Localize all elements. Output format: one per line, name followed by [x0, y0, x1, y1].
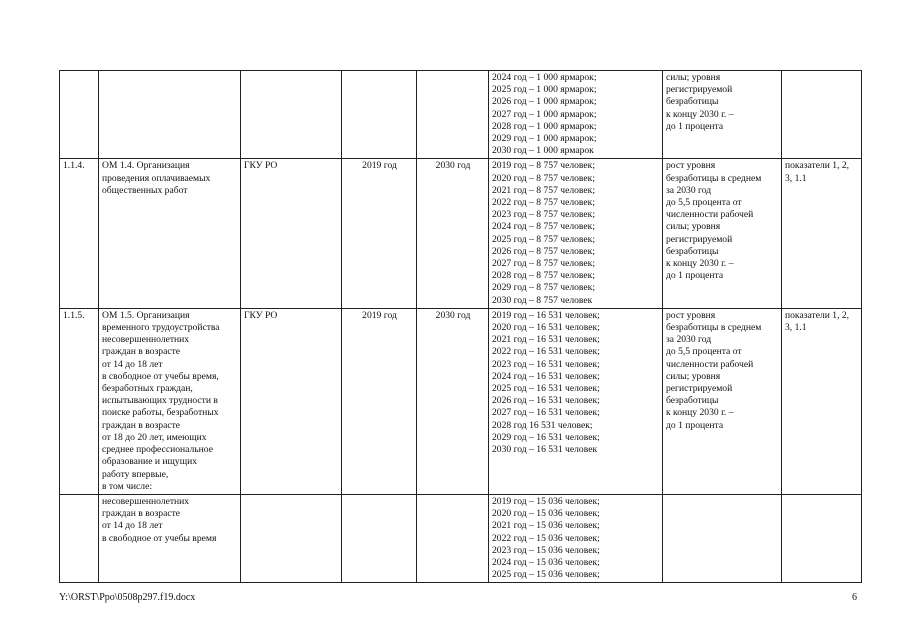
cell-line: силы; уровня [666, 72, 721, 83]
executor-cell [241, 159, 342, 308]
cell-line: 2027 год – 1 000 ярмарок; [492, 108, 597, 120]
cell-line: поиске работы, безработных [102, 407, 219, 419]
cell-line: за 2030 год [666, 184, 712, 196]
cell-line: 2029 год – 8 757 человек; [492, 282, 595, 294]
cell-line: граждан в возрасте [102, 346, 181, 358]
cell-line: безработицы в среднем [666, 172, 762, 184]
cell-line: от 14 до 18 лет [102, 520, 163, 532]
target-values-cell [489, 494, 663, 582]
cell-line: в том числе: [102, 480, 153, 492]
cell-line: до 1 процента [666, 419, 724, 431]
cell-line: рост уровня [666, 309, 716, 321]
cell-line: за 2030 год [666, 334, 712, 346]
cell-line: безработицы [666, 96, 719, 108]
cell-line: граждан в возрасте [102, 419, 181, 431]
cell-line: до 1 процента [666, 270, 724, 282]
indicators-cell [782, 494, 862, 582]
cell-line: 2027 год – 8 757 человек; [492, 258, 595, 270]
expected-result-cell [663, 308, 782, 494]
cell-text: 2030 год [435, 309, 471, 321]
cell-line: 2030 год – 16 531 человек [492, 444, 598, 456]
target-values-cell [489, 71, 663, 159]
cell-line: работу впервые, [102, 468, 169, 480]
start-year-cell [342, 308, 417, 494]
cell-line: 3, 1.1 [785, 172, 807, 184]
cell-line: среднее профессиональное [102, 444, 213, 456]
cell-line: 2024 год – 8 757 человек; [492, 221, 595, 233]
cell-line: в свободное от учебы время, [102, 370, 219, 382]
cell-line: численности рабочей [666, 358, 754, 370]
table-row [60, 308, 862, 494]
cell-text: 1.1.5. [63, 309, 85, 321]
cell-line: 3, 1.1 [785, 322, 807, 334]
cell-line: регистрируемой [666, 383, 733, 395]
cell-line: к концу 2030 г. – [666, 407, 734, 419]
cell-line: безработицы [666, 245, 719, 257]
indicators-cell [782, 308, 862, 494]
cell-line: 2023 год – 8 757 человек; [492, 209, 595, 221]
cell-line: ОМ 1.4. Организация [102, 160, 190, 172]
cell-line: 2023 год – 15 036 человек; [492, 544, 600, 556]
cell-line: до 5,5 процента от [666, 346, 742, 358]
table-row [60, 71, 862, 159]
cell-line: 2030 год – 8 757 человек [492, 294, 593, 306]
cell-line: показатели 1, 2, [785, 309, 850, 321]
footer-page-number: 6 [852, 592, 857, 603]
target-values-cell [489, 308, 663, 494]
row-number-cell [60, 71, 99, 159]
start-year-cell [342, 494, 417, 582]
cell-line: 2023 год – 16 531 человек; [492, 358, 600, 370]
cell-line: к концу 2030 г. – [666, 258, 734, 270]
row-number-cell [60, 494, 99, 582]
cell-text: 2030 год [435, 160, 471, 172]
cell-line: 2020 год – 8 757 человек; [492, 172, 595, 184]
indicators-cell [782, 159, 862, 308]
table-row [60, 494, 862, 582]
footer-file-path: Y:\ORST\Ppo\0508p297.f19.docx [59, 592, 196, 603]
cell-line: регистрируемой [666, 233, 733, 245]
expected-result-cell [663, 159, 782, 308]
cell-line: 2030 год – 1 000 ярмарок [492, 145, 594, 157]
cell-text: 1.1.4. [63, 160, 85, 172]
cell-line: безработицы [666, 395, 719, 407]
executor-cell [241, 71, 342, 159]
cell-line: от 14 до 18 лет [102, 358, 163, 370]
expected-result-cell [663, 71, 782, 159]
cell-line: показатели 1, 2, [785, 160, 850, 172]
cell-line: испытывающих трудности в [102, 395, 218, 407]
cell-line: в свободное от учебы время [102, 532, 217, 544]
cell-line: ОМ 1.5. Организация [102, 309, 190, 321]
row-number-cell [60, 308, 99, 494]
cell-line: регистрируемой [666, 84, 733, 96]
end-year-cell [417, 494, 489, 582]
cell-line: 2020 год – 16 531 человек; [492, 322, 600, 334]
cell-line: граждан в возрасте [102, 508, 181, 520]
cell-line: 2021 год – 8 757 человек; [492, 184, 595, 196]
cell-line: 2025 год – 16 531 человек; [492, 383, 600, 395]
cell-line: 2022 год – 15 036 человек; [492, 532, 600, 544]
cell-line: силы; уровня [666, 221, 721, 233]
cell-line: 2020 год – 15 036 человек; [492, 508, 600, 520]
cell-line: рост уровня [666, 160, 716, 172]
cell-line: 2022 год – 8 757 человек; [492, 197, 595, 209]
cell-line: 2021 год – 16 531 человек; [492, 334, 600, 346]
cell-line: численности рабочей [666, 209, 754, 221]
cell-line: 2019 год – 8 757 человек; [492, 160, 595, 172]
measure-name-cell [99, 71, 241, 159]
cell-line: силы; уровня [666, 370, 721, 382]
cell-line: 2029 год – 16 531 человек; [492, 431, 600, 443]
cell-line: несовершеннолетних [102, 334, 190, 346]
table-row [60, 159, 862, 308]
cell-line: 2019 год – 16 531 человек; [492, 309, 600, 321]
measures-table [59, 70, 862, 583]
cell-text: ГКУ РО [244, 160, 278, 172]
cell-line: проведения оплачиваемых [102, 172, 211, 184]
cell-line: 2024 год – 16 531 человек; [492, 370, 600, 382]
cell-line: безработицы в среднем [666, 322, 762, 334]
cell-line: 2021 год – 15 036 человек; [492, 520, 600, 532]
cell-line: 2028 год – 8 757 человек; [492, 270, 595, 282]
end-year-cell [417, 71, 489, 159]
executor-cell [241, 308, 342, 494]
cell-text: 2019 год [362, 309, 397, 321]
cell-line: от 18 до 20 лет, имеющих [102, 431, 207, 443]
expected-result-cell [663, 494, 782, 582]
cell-line: 2025 год – 1 000 ярмарок; [492, 84, 597, 96]
cell-line: несовершеннолетних [102, 495, 190, 507]
cell-line: 2022 год – 16 531 человек; [492, 346, 600, 358]
cell-text: 2019 год [362, 160, 397, 172]
cell-line: безработных граждан, [102, 383, 193, 395]
end-year-cell [417, 159, 489, 308]
cell-line: 2026 год – 16 531 человек; [492, 395, 600, 407]
measure-name-cell [99, 308, 241, 494]
cell-line: временного трудоустройства [102, 322, 220, 334]
target-values-cell [489, 159, 663, 308]
indicators-cell [782, 71, 862, 159]
cell-line: 2026 год – 8 757 человек; [492, 245, 595, 257]
cell-line: до 5,5 процента от [666, 197, 742, 209]
cell-line: 2019 год – 15 036 человек; [492, 495, 600, 507]
cell-line: общественных работ [102, 184, 188, 196]
cell-line: 2025 год – 8 757 человек; [492, 233, 595, 245]
row-number-cell [60, 159, 99, 308]
end-year-cell [417, 308, 489, 494]
cell-line: 2025 год – 15 036 человек; [492, 569, 600, 581]
cell-line: 2026 год – 1 000 ярмарок; [492, 96, 597, 108]
measure-name-cell [99, 494, 241, 582]
executor-cell [241, 494, 342, 582]
cell-line: 2029 год – 1 000 ярмарок; [492, 133, 597, 145]
cell-line: 2028 год 16 531 человек; [492, 419, 593, 431]
cell-line: до 1 процента [666, 120, 724, 132]
cell-line: 2028 год – 1 000 ярмарок; [492, 120, 597, 132]
cell-line: 2024 год – 1 000 ярмарок; [492, 72, 597, 83]
cell-line: к концу 2030 г. – [666, 108, 734, 120]
cell-line: 2024 год – 15 036 человек; [492, 556, 600, 568]
start-year-cell [342, 71, 417, 159]
cell-line: 2027 год – 16 531 человек; [492, 407, 600, 419]
measures-table-body [60, 71, 862, 583]
measure-name-cell [99, 159, 241, 308]
cell-text: ГКУ РО [244, 309, 278, 321]
cell-line: образование и ищущих [102, 456, 198, 468]
start-year-cell [342, 159, 417, 308]
